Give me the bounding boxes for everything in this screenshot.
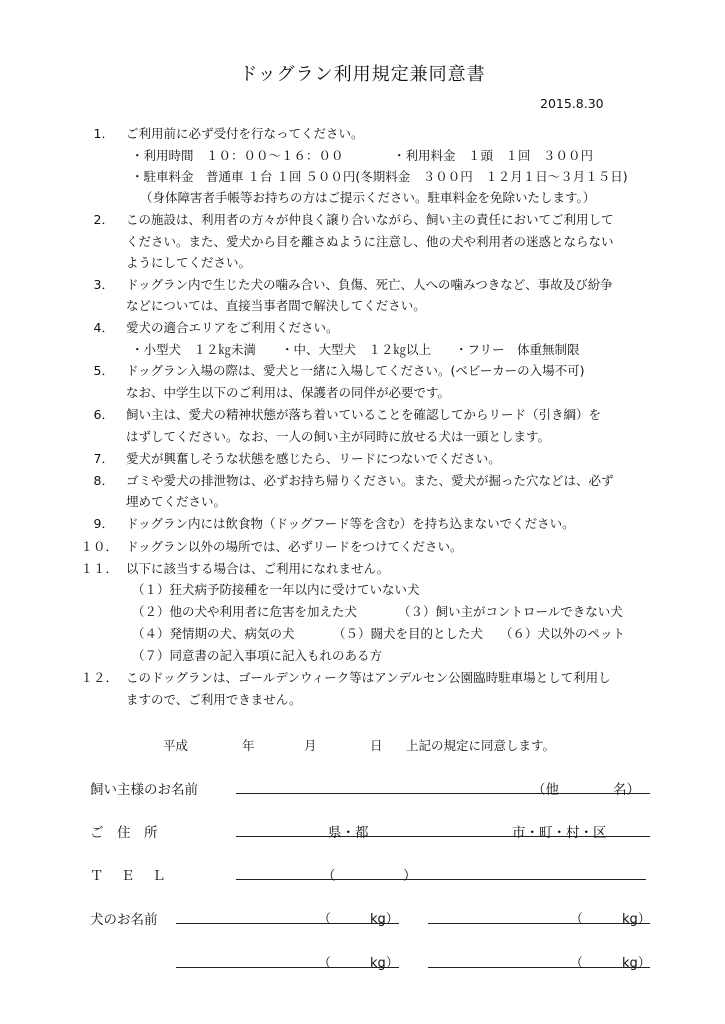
rule-number: 5．: [93, 363, 114, 378]
agreement-day: 日: [370, 738, 383, 753]
condition-3: （３）飼い主がコントロールできない犬: [398, 604, 623, 619]
address-label: ご 住 所: [90, 825, 158, 841]
owner-name-label: 飼い主様のお名前: [90, 782, 198, 798]
condition-1: （１）狂犬病予防接種を一年以内に受けていない犬: [132, 582, 420, 597]
rule-text: 愛犬の適合エリアをご利用ください。: [126, 320, 339, 335]
agreement-month: 月: [304, 738, 317, 753]
owner-others-count: （他 名）: [532, 782, 640, 798]
rule-number: １０．: [80, 539, 118, 554]
rule-number: 3．: [93, 277, 114, 292]
rule-number: １１．: [80, 561, 118, 576]
agreement-text: 上記の規定に同意します。: [406, 738, 556, 753]
dog-weight-2: （ kg）: [570, 912, 651, 927]
rule-text: ご利用前に必ず受付を行なってください。: [126, 126, 364, 141]
rule-text: なお、中学生以下のご利用は、保護者の同伴が必要です。: [126, 385, 451, 400]
rule-text: ドッグラン内には飲食物（ドッグフード等を含む）を持ち込まないでください。: [126, 516, 575, 531]
rule-text: ますので、ご利用できません。: [126, 692, 302, 707]
parking-note: （身体障害者手帳等お持ちの方はご提示ください。駐車料金を免除いたします。）: [140, 190, 596, 205]
dog-weight-4: （ kg）: [570, 956, 651, 971]
rule-text: このドッグランは、ゴールデンウィーク等はアンデルセン公園臨時駐車場として利用し: [126, 670, 611, 685]
rule-text: ドッグラン内で生じた犬の噛み合い、負傷、死亡、人への噛みつきなど、事故及び紛争: [126, 277, 613, 292]
free-area: ・フリー 体重無制限: [455, 342, 580, 357]
condition-6: （６）犬以外のペット: [500, 626, 626, 641]
rule-number: 1．: [93, 126, 114, 141]
document-title: ドッグラン利用規定兼同意書: [239, 64, 486, 85]
rule-number: 4．: [93, 320, 114, 335]
rule-number: 9．: [93, 516, 114, 531]
rule-number: 6．: [93, 407, 114, 422]
rule-text: ゴミや愛犬の排泄物は、必ずお持ち帰りください。また、愛犬が掘った穴などは、必ず: [126, 473, 614, 488]
dog-name-label: 犬のお名前: [90, 912, 158, 928]
rule-text: ようにしてください。: [126, 255, 252, 270]
rule-number: １２．: [80, 670, 118, 685]
city-label: 市・町・村・区: [512, 825, 607, 841]
rule-text: 飼い主は、愛犬の精神状態が落ち着いていることを確認してからリード（引き綱）を: [126, 407, 602, 422]
tel-area-code-parens: （ ）: [322, 868, 417, 884]
tel-label: Ｔ Ｅ Ｌ: [90, 868, 168, 884]
rule-text: はずしてください。なお、一人の飼い主が同時に放せる犬は一頭とします。: [126, 429, 551, 444]
rule-number: 2．: [93, 212, 114, 227]
dog-weight-1: （ kg）: [318, 912, 399, 927]
agreement-year: 年: [242, 738, 255, 753]
document-date: 2015.8.30: [540, 96, 604, 111]
rule-text: などについては、直接当事者間で解決してください。: [126, 298, 426, 313]
usage-fee: ・利用料金 １頭 １回 ３００円: [393, 148, 594, 163]
rule-number: 7．: [93, 451, 114, 466]
parking-fee: ・駐車料金 普通車 １台 １回 ５００円(冬期料金 ３００円 １２月１日～３月１５日): [131, 169, 628, 184]
condition-5: （５）闘犬を目的とした犬: [333, 626, 484, 641]
condition-2: （２）他の犬や利用者に危害を加えた犬: [132, 604, 358, 619]
rule-text: ドッグラン入場の際は、愛犬と一緒に入場してください。(ベビーカーの入場不可): [126, 363, 585, 378]
dog-weight-3: （ kg）: [318, 956, 399, 971]
rule-text: 以下に該当する場合は、ご利用になれません。: [126, 561, 390, 576]
medium-large-dog-area: ・中、大型犬 １２㎏以上: [281, 342, 432, 357]
rule-text: この施設は、利用者の方々が仲良く譲り合いながら、飼い主の責任においてご利用して: [126, 212, 614, 227]
rule-text: ください。また、愛犬から目を離さぬように注意し、他の犬や利用者の迷惑とならない: [126, 234, 614, 249]
rule-text: 愛犬が興奮しそうな状態を感じたら、リードにつないでください。: [126, 451, 501, 466]
prefecture-label: 県・都: [328, 825, 369, 841]
agreement-era: 平成: [163, 738, 189, 753]
rule-text: ドッグラン以外の場所では、必ずリードをつけてください。: [126, 539, 463, 554]
rule-text: 埋めてください。: [126, 494, 227, 509]
small-dog-area: ・小型犬 １２㎏未満: [131, 342, 257, 357]
condition-4: （４）発情期の犬、病気の犬: [132, 626, 295, 641]
usage-hours: ・利用時間 １０：００～１６：００: [131, 148, 344, 163]
rule-number: 8．: [93, 473, 114, 488]
condition-7: （７）同意書の記入事項に記入もれのある方: [132, 648, 383, 663]
tel-field[interactable]: [236, 879, 646, 880]
